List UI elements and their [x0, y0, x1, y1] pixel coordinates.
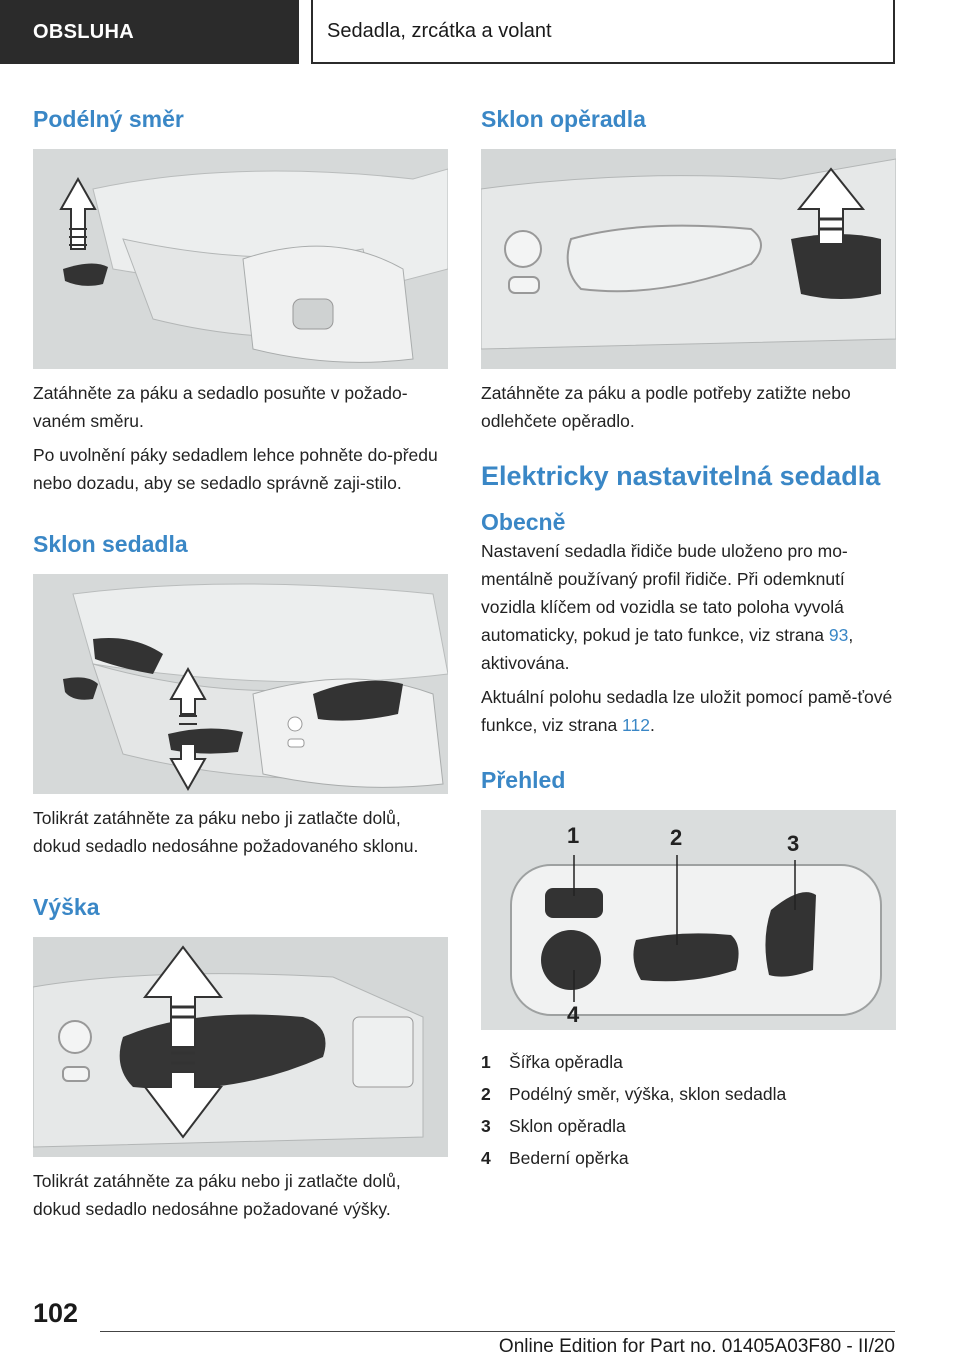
- figure-backrest-lever: [481, 149, 896, 369]
- paragraph-general-1: Nastavení sedadla řidiče bude uloženo pro mo-mentálně používaný profil řidiče. Při odemknutí vozidla klíčem od vozidla se tato poloha vyvolá automaticky, pokud je tato funkce, viz strana 93, aktivována.: [481, 541, 854, 673]
- right-column: [481, 100, 896, 1174]
- header-section-label: OBSLUHA: [33, 20, 134, 43]
- callout-2: 2: [670, 825, 683, 850]
- section-title-height: Výška: [33, 894, 100, 920]
- paragraph-general-2: Aktuální polohu sedadla lze uložit pomocí pamě-ťové funkce, viz strana 112.: [481, 687, 893, 735]
- section-title-longitudinal: Podélný směr: [33, 106, 184, 132]
- section-title-electric-seats: Elektricky nastavitelná sedadla: [481, 461, 881, 491]
- paragraph-seat-tilt-1: Tolikrát zatáhněte za páku nebo ji zatlačte dolů, dokud sedadlo nedosáhne požadovaného sklonu.: [33, 808, 419, 856]
- figure-longitudinal-lever: [33, 149, 448, 369]
- section-title-overview: Přehled: [481, 767, 566, 793]
- legend-item: 2 Podélný směr, výška, sklon sedadla: [481, 1084, 787, 1104]
- left-column: [33, 100, 448, 1223]
- paragraph-height-1: Tolikrát zatáhněte za páku nebo ji zatlačte dolů, dokud sedadlo nedosáhne požadované výšky.: [33, 1171, 401, 1219]
- callout-4: 4: [567, 1002, 580, 1027]
- callout-3: 3: [787, 831, 800, 856]
- footer-edition: Online Edition for Part no. 01405A03F80 - II/20: [498, 1336, 895, 1357]
- overview-legend: [481, 1046, 896, 1174]
- header-section-tab: [0, 0, 299, 64]
- figure-seat-controls-overview: [481, 810, 896, 1030]
- legend-item: 1 Šířka opěradla: [481, 1052, 623, 1072]
- header-chapter-tab: [311, 0, 895, 64]
- section-title-seat-tilt: Sklon sedadla: [33, 531, 188, 557]
- legend-item: 3 Sklon opěradla: [481, 1116, 626, 1136]
- page-link-93[interactable]: 93: [828, 625, 849, 645]
- paragraph-longitudinal-1: Zatáhněte za páku a sedadlo posuňte v požado-vaném směru.: [33, 383, 408, 431]
- paragraph-longitudinal-2: Po uvolnění páky sedadlem lehce pohněte do-předu nebo dozadu, aby se sedadlo správně zaji-stilo.: [33, 445, 438, 493]
- section-title-general: Obecně: [481, 509, 566, 535]
- paragraph-backrest-1: Zatáhněte za páku a podle potřeby zatižte nebo odlehčete opěradlo.: [481, 383, 851, 431]
- legend-item: 4 Bederní opěrka: [481, 1148, 629, 1168]
- figure-seat-tilt-lever: [33, 574, 448, 794]
- footer-divider: [100, 1331, 895, 1332]
- header-chapter-label: Sedadla, zrcátka a volant: [327, 19, 552, 42]
- figure-height-lever: [33, 937, 448, 1157]
- callout-1: 1: [567, 823, 580, 848]
- page-number: 102: [33, 1298, 79, 1328]
- section-title-backrest-tilt: Sklon opěradla: [481, 106, 646, 132]
- page-link-112[interactable]: 112: [622, 715, 650, 735]
